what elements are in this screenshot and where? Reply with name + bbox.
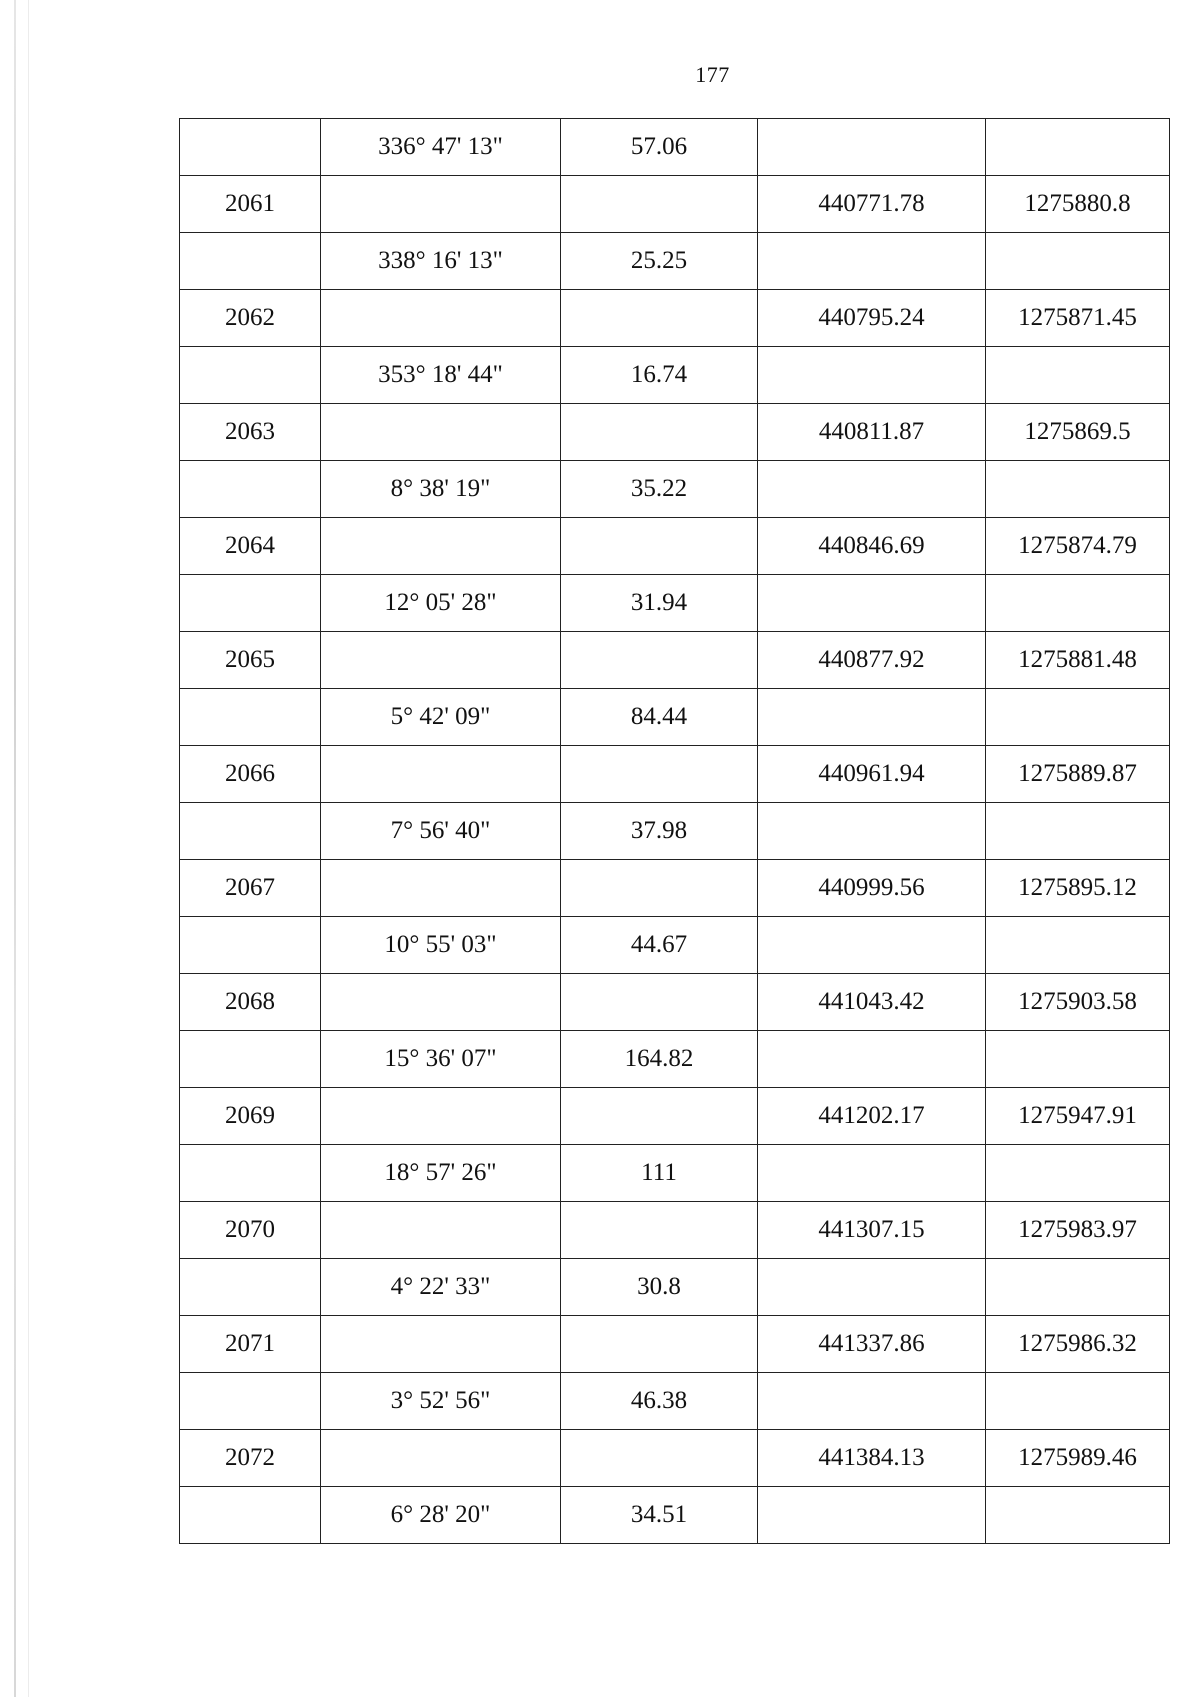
easting-cell [986, 461, 1170, 518]
station-cell [180, 233, 321, 290]
easting-cell: 1275869.5 [986, 404, 1170, 461]
table-row [180, 1373, 1170, 1430]
northing-cell [758, 119, 986, 176]
table-row [180, 1316, 1170, 1373]
table-row [180, 1031, 1170, 1088]
station-cell [180, 1487, 321, 1544]
easting-cell [986, 119, 1170, 176]
northing-cell [758, 1259, 986, 1316]
bearing-cell [321, 1316, 561, 1373]
northing-cell: 441384.13 [758, 1430, 986, 1487]
bearing-cell [321, 176, 561, 233]
easting-cell [986, 575, 1170, 632]
bearing-cell: 4° 22' 33" [321, 1259, 561, 1316]
table-row [180, 1259, 1170, 1316]
distance-cell: 84.44 [561, 689, 758, 746]
bearing-cell: 353° 18' 44" [321, 347, 561, 404]
distance-cell: 111 [561, 1145, 758, 1202]
table-row [180, 233, 1170, 290]
station-cell: 2069 [180, 1088, 321, 1145]
distance-cell [561, 290, 758, 347]
table-row [180, 518, 1170, 575]
distance-cell [561, 746, 758, 803]
distance-cell [561, 518, 758, 575]
bearing-cell [321, 404, 561, 461]
northing-cell: 440811.87 [758, 404, 986, 461]
station-cell [180, 1145, 321, 1202]
station-cell [180, 119, 321, 176]
station-cell: 2067 [180, 860, 321, 917]
table-row [180, 974, 1170, 1031]
table-row [180, 1202, 1170, 1259]
station-cell [180, 689, 321, 746]
easting-cell [986, 233, 1170, 290]
table-row [180, 746, 1170, 803]
bearing-cell: 15° 36' 07" [321, 1031, 561, 1088]
northing-cell: 440795.24 [758, 290, 986, 347]
bearing-cell [321, 974, 561, 1031]
northing-cell: 441202.17 [758, 1088, 986, 1145]
station-cell [180, 803, 321, 860]
bearing-cell [321, 290, 561, 347]
distance-cell [561, 1316, 758, 1373]
distance-cell [561, 1430, 758, 1487]
page-number: 177 [695, 62, 730, 87]
northing-cell [758, 689, 986, 746]
station-cell [180, 917, 321, 974]
northing-cell: 440877.92 [758, 632, 986, 689]
distance-cell: 37.98 [561, 803, 758, 860]
distance-cell: 16.74 [561, 347, 758, 404]
station-cell [180, 1259, 321, 1316]
northing-cell [758, 461, 986, 518]
table-row [180, 575, 1170, 632]
bearing-cell: 3° 52' 56" [321, 1373, 561, 1430]
northing-cell: 441307.15 [758, 1202, 986, 1259]
easting-cell: 1275880.8 [986, 176, 1170, 233]
distance-cell [561, 176, 758, 233]
scan-edge-mark [28, 0, 29, 1697]
station-cell [180, 461, 321, 518]
distance-cell [561, 1202, 758, 1259]
table-row [180, 689, 1170, 746]
table-row [180, 860, 1170, 917]
easting-cell: 1275874.79 [986, 518, 1170, 575]
table-row [180, 1430, 1170, 1487]
easting-cell [986, 917, 1170, 974]
bearing-cell: 18° 57' 26" [321, 1145, 561, 1202]
distance-cell: 57.06 [561, 119, 758, 176]
station-cell [180, 575, 321, 632]
bearing-cell: 12° 05' 28" [321, 575, 561, 632]
station-cell: 2063 [180, 404, 321, 461]
station-cell [180, 347, 321, 404]
survey-table [179, 118, 1170, 1544]
bearing-cell [321, 518, 561, 575]
distance-cell: 34.51 [561, 1487, 758, 1544]
easting-cell [986, 1145, 1170, 1202]
bearing-cell [321, 1202, 561, 1259]
easting-cell [986, 803, 1170, 860]
distance-cell: 44.67 [561, 917, 758, 974]
easting-cell: 1275881.48 [986, 632, 1170, 689]
bearing-cell: 338° 16' 13" [321, 233, 561, 290]
bearing-cell: 6° 28' 20" [321, 1487, 561, 1544]
table-row [180, 176, 1170, 233]
northing-cell: 441043.42 [758, 974, 986, 1031]
distance-cell [561, 404, 758, 461]
bearing-cell: 336° 47' 13" [321, 119, 561, 176]
table-row [180, 632, 1170, 689]
table-row [180, 803, 1170, 860]
station-cell: 2070 [180, 1202, 321, 1259]
easting-cell: 1275947.91 [986, 1088, 1170, 1145]
distance-cell [561, 860, 758, 917]
northing-cell [758, 1487, 986, 1544]
northing-cell [758, 917, 986, 974]
northing-cell [758, 1145, 986, 1202]
table-row [180, 917, 1170, 974]
station-cell: 2065 [180, 632, 321, 689]
northing-cell [758, 1373, 986, 1430]
distance-cell: 31.94 [561, 575, 758, 632]
station-cell: 2071 [180, 1316, 321, 1373]
easting-cell: 1275986.32 [986, 1316, 1170, 1373]
easting-cell: 1275889.87 [986, 746, 1170, 803]
table-row [180, 119, 1170, 176]
distance-cell: 164.82 [561, 1031, 758, 1088]
bearing-cell [321, 860, 561, 917]
table-row [180, 1088, 1170, 1145]
bearing-cell [321, 632, 561, 689]
bearing-cell [321, 746, 561, 803]
northing-cell [758, 347, 986, 404]
table-row [180, 1145, 1170, 1202]
station-cell: 2072 [180, 1430, 321, 1487]
easting-cell [986, 1487, 1170, 1544]
distance-cell [561, 974, 758, 1031]
survey-table-body [180, 119, 1170, 1544]
station-cell [180, 1373, 321, 1430]
station-cell: 2068 [180, 974, 321, 1031]
distance-cell [561, 1088, 758, 1145]
scan-edge-mark [14, 0, 16, 1697]
distance-cell: 25.25 [561, 233, 758, 290]
table-row [180, 404, 1170, 461]
bearing-cell: 8° 38' 19" [321, 461, 561, 518]
station-cell [180, 1031, 321, 1088]
easting-cell [986, 1031, 1170, 1088]
bearing-cell: 5° 42' 09" [321, 689, 561, 746]
northing-cell [758, 1031, 986, 1088]
station-cell: 2062 [180, 290, 321, 347]
bearing-cell [321, 1430, 561, 1487]
distance-cell: 35.22 [561, 461, 758, 518]
northing-cell: 440999.56 [758, 860, 986, 917]
table-row [180, 347, 1170, 404]
easting-cell [986, 689, 1170, 746]
bearing-cell: 7° 56' 40" [321, 803, 561, 860]
northing-cell: 441337.86 [758, 1316, 986, 1373]
easting-cell [986, 347, 1170, 404]
northing-cell: 440771.78 [758, 176, 986, 233]
distance-cell: 46.38 [561, 1373, 758, 1430]
northing-cell [758, 803, 986, 860]
table-row [180, 290, 1170, 347]
bearing-cell [321, 1088, 561, 1145]
northing-cell [758, 575, 986, 632]
easting-cell: 1275983.97 [986, 1202, 1170, 1259]
easting-cell: 1275989.46 [986, 1430, 1170, 1487]
bearing-cell: 10° 55' 03" [321, 917, 561, 974]
easting-cell [986, 1259, 1170, 1316]
easting-cell [986, 1373, 1170, 1430]
distance-cell: 30.8 [561, 1259, 758, 1316]
easting-cell: 1275895.12 [986, 860, 1170, 917]
station-cell: 2061 [180, 176, 321, 233]
station-cell: 2066 [180, 746, 321, 803]
northing-cell [758, 233, 986, 290]
table-row [180, 461, 1170, 518]
easting-cell: 1275871.45 [986, 290, 1170, 347]
distance-cell [561, 632, 758, 689]
northing-cell: 440846.69 [758, 518, 986, 575]
northing-cell: 440961.94 [758, 746, 986, 803]
easting-cell: 1275903.58 [986, 974, 1170, 1031]
table-row [180, 1487, 1170, 1544]
station-cell: 2064 [180, 518, 321, 575]
